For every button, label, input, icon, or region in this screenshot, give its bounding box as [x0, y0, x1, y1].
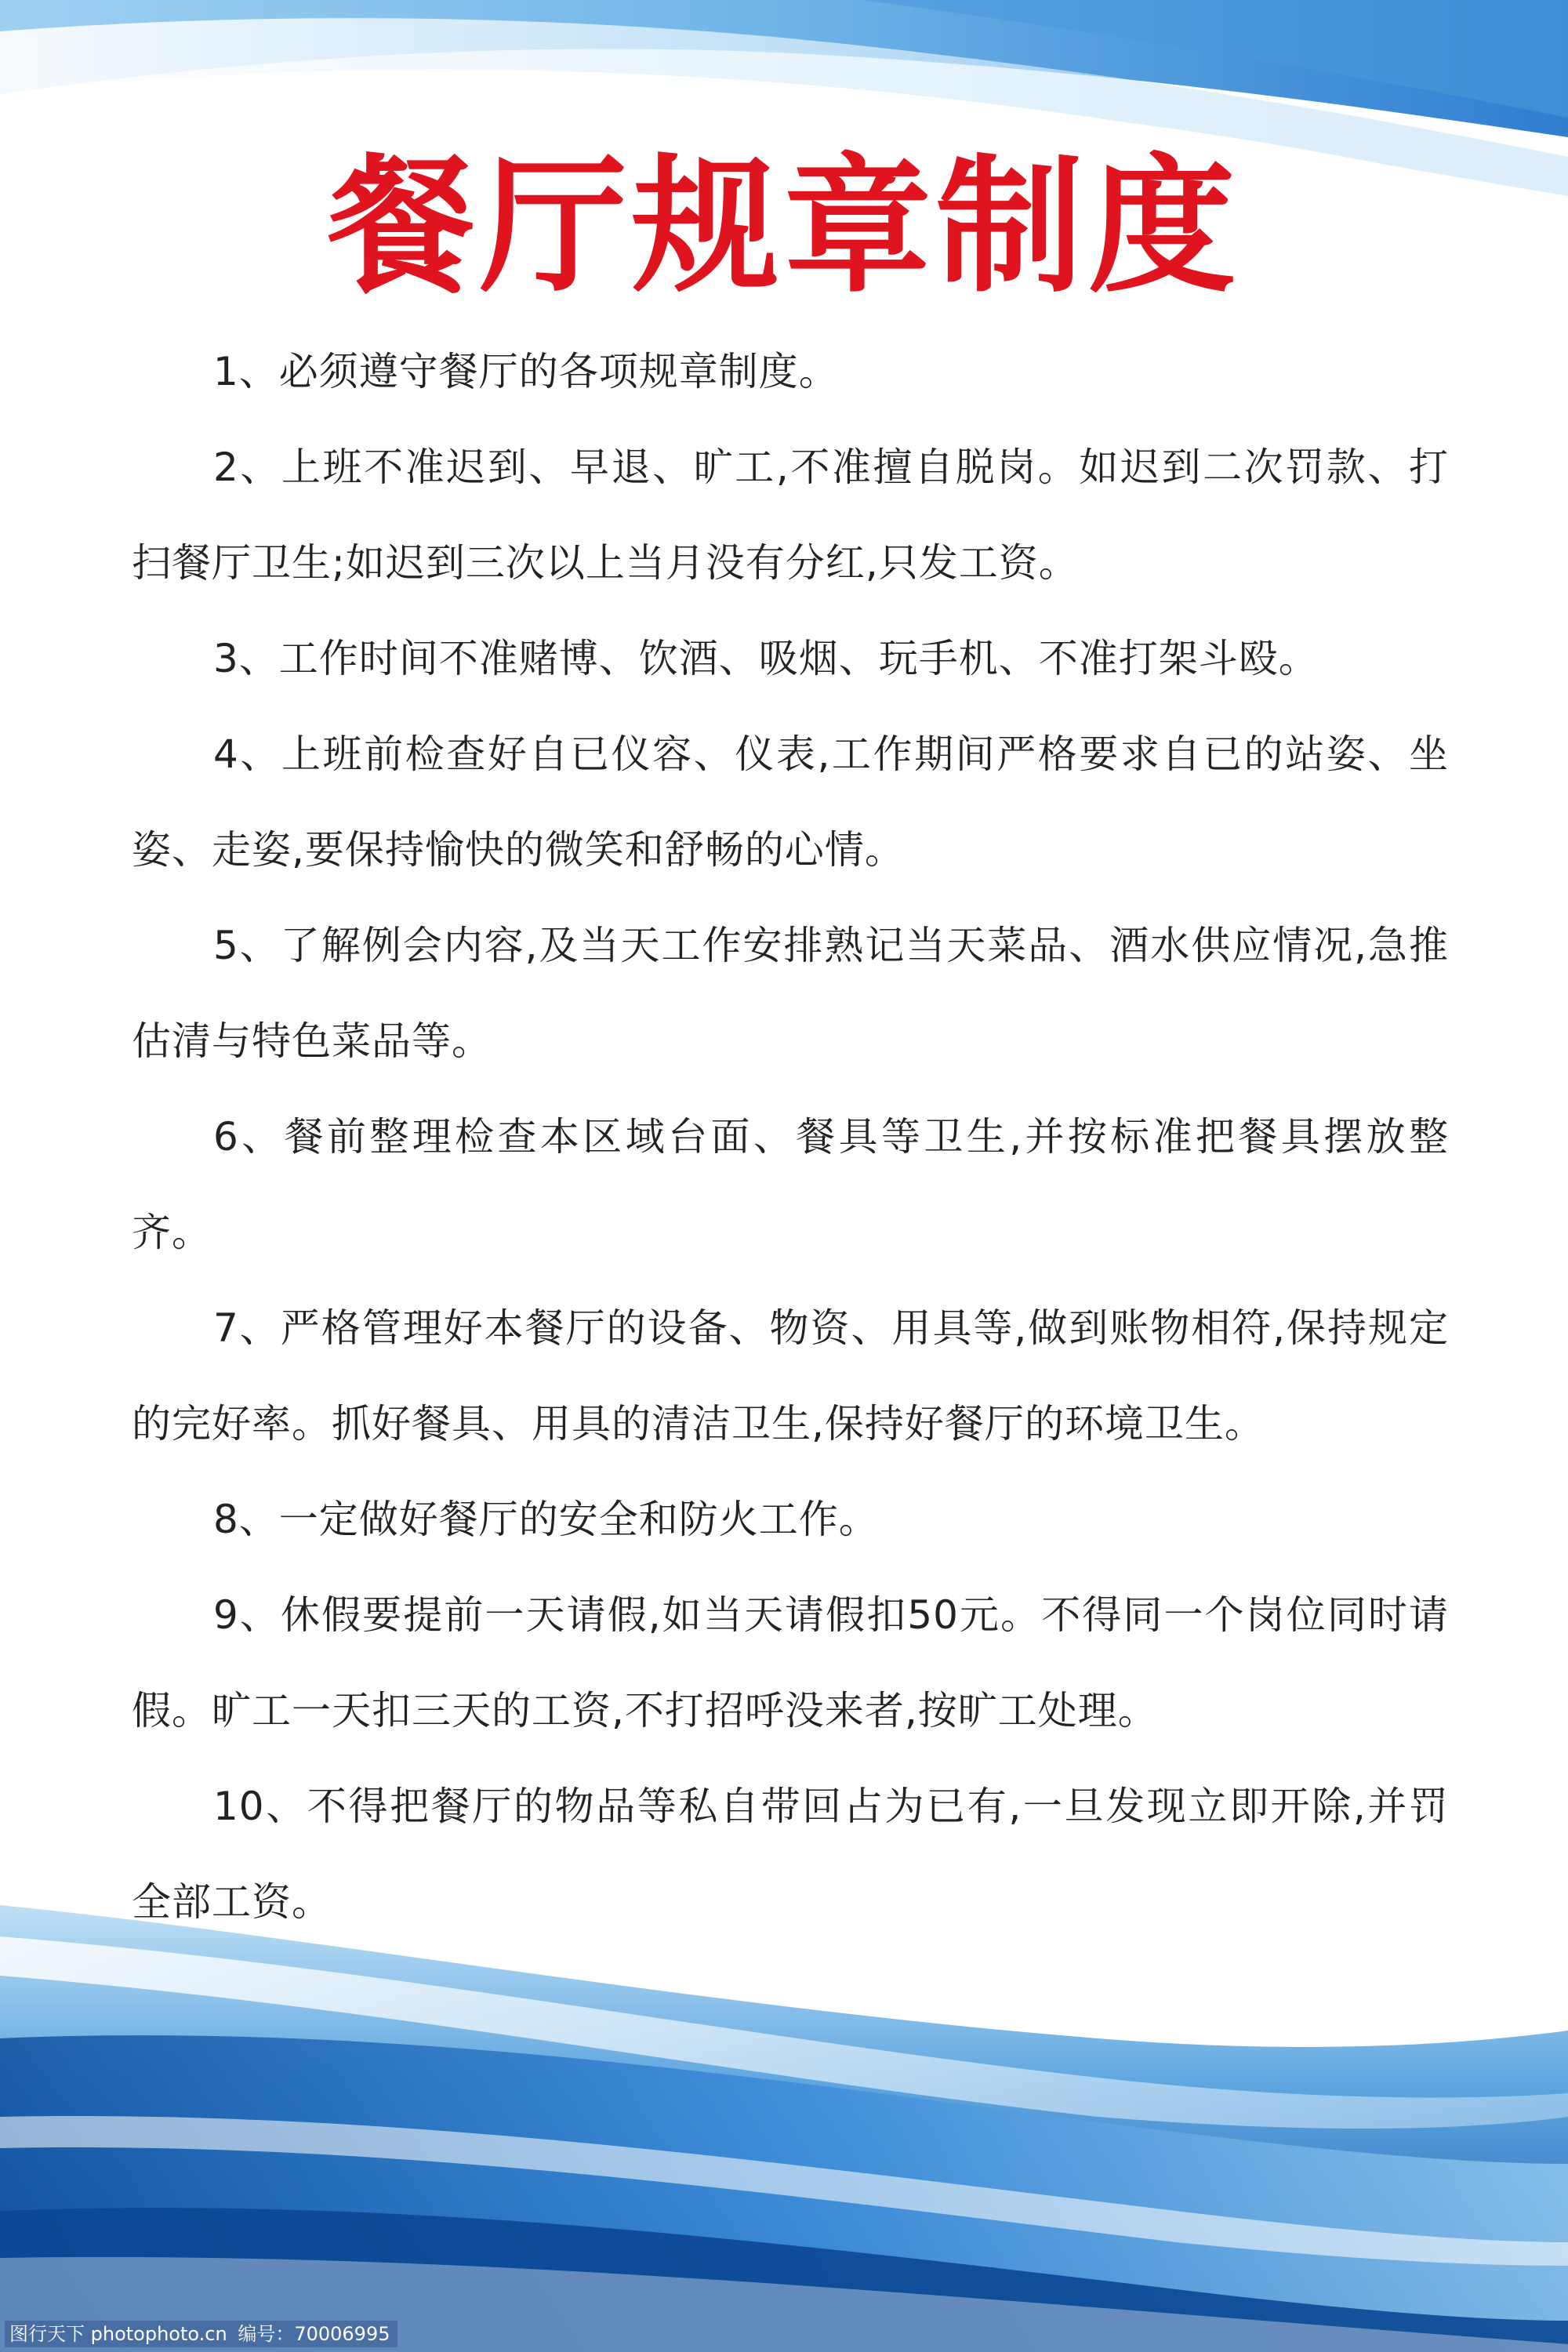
watermark-code: 编号：70006995: [238, 2323, 390, 2345]
rule-item: 10、不得把餐厅的物品等私自带回占为已有,一旦发现立即开除,并罚全部工资。: [132, 1784, 1449, 1925]
rule-item: 3、工作时间不准赌博、饮酒、吸烟、玩手机、不准打架斗殴。: [213, 636, 1319, 681]
rule-item: 9、休假要提前一天请假,如当天请假扣50元。不得同一个岗位同时请假。旷工一天扣三天的工资,不打招呼没来者,按旷工处理。: [132, 1592, 1449, 1733]
rules-list: [132, 324, 1449, 1950]
bottom-wave-band: [0, 1905, 1568, 2352]
rule-item: 7、严格管理好本餐厅的设备、物资、用具等,做到账物相符,保持规定的完好率。抓好餐具、用具的清洁卫生,保持好餐厅的环境卫生。: [132, 1305, 1449, 1446]
poster-title: 餐厅规章制度: [328, 141, 1240, 313]
rule-item: 1、必须遵守餐厅的各项规章制度。: [213, 349, 839, 394]
rule-item: 5、了解例会内容,及当天工作安排熟记当天菜品、酒水供应情况,急推估清与特色菜品等。: [132, 923, 1449, 1064]
rule-item: 6、餐前整理检查本区域台面、餐具等卫生,并按标准把餐具摆放整齐。: [132, 1114, 1449, 1255]
rule-item: 8、一定做好餐厅的安全和防火工作。: [213, 1497, 879, 1542]
watermark: [5, 2321, 397, 2347]
watermark-site: 图行天下 photophoto.cn: [9, 2323, 227, 2345]
rule-item: 4、上班前检查好自已仪容、仪表,工作期间严格要求自已的站姿、坐姿、走姿,要保持愉快的微笑和舒畅的心情。: [132, 731, 1449, 873]
rule-item: 2、上班不准迟到、早退、旷工,不准擅自脱岗。如迟到二次罚款、打扫餐厅卫生;如迟到三次以上当月没有分红,只发工资。: [132, 445, 1449, 586]
